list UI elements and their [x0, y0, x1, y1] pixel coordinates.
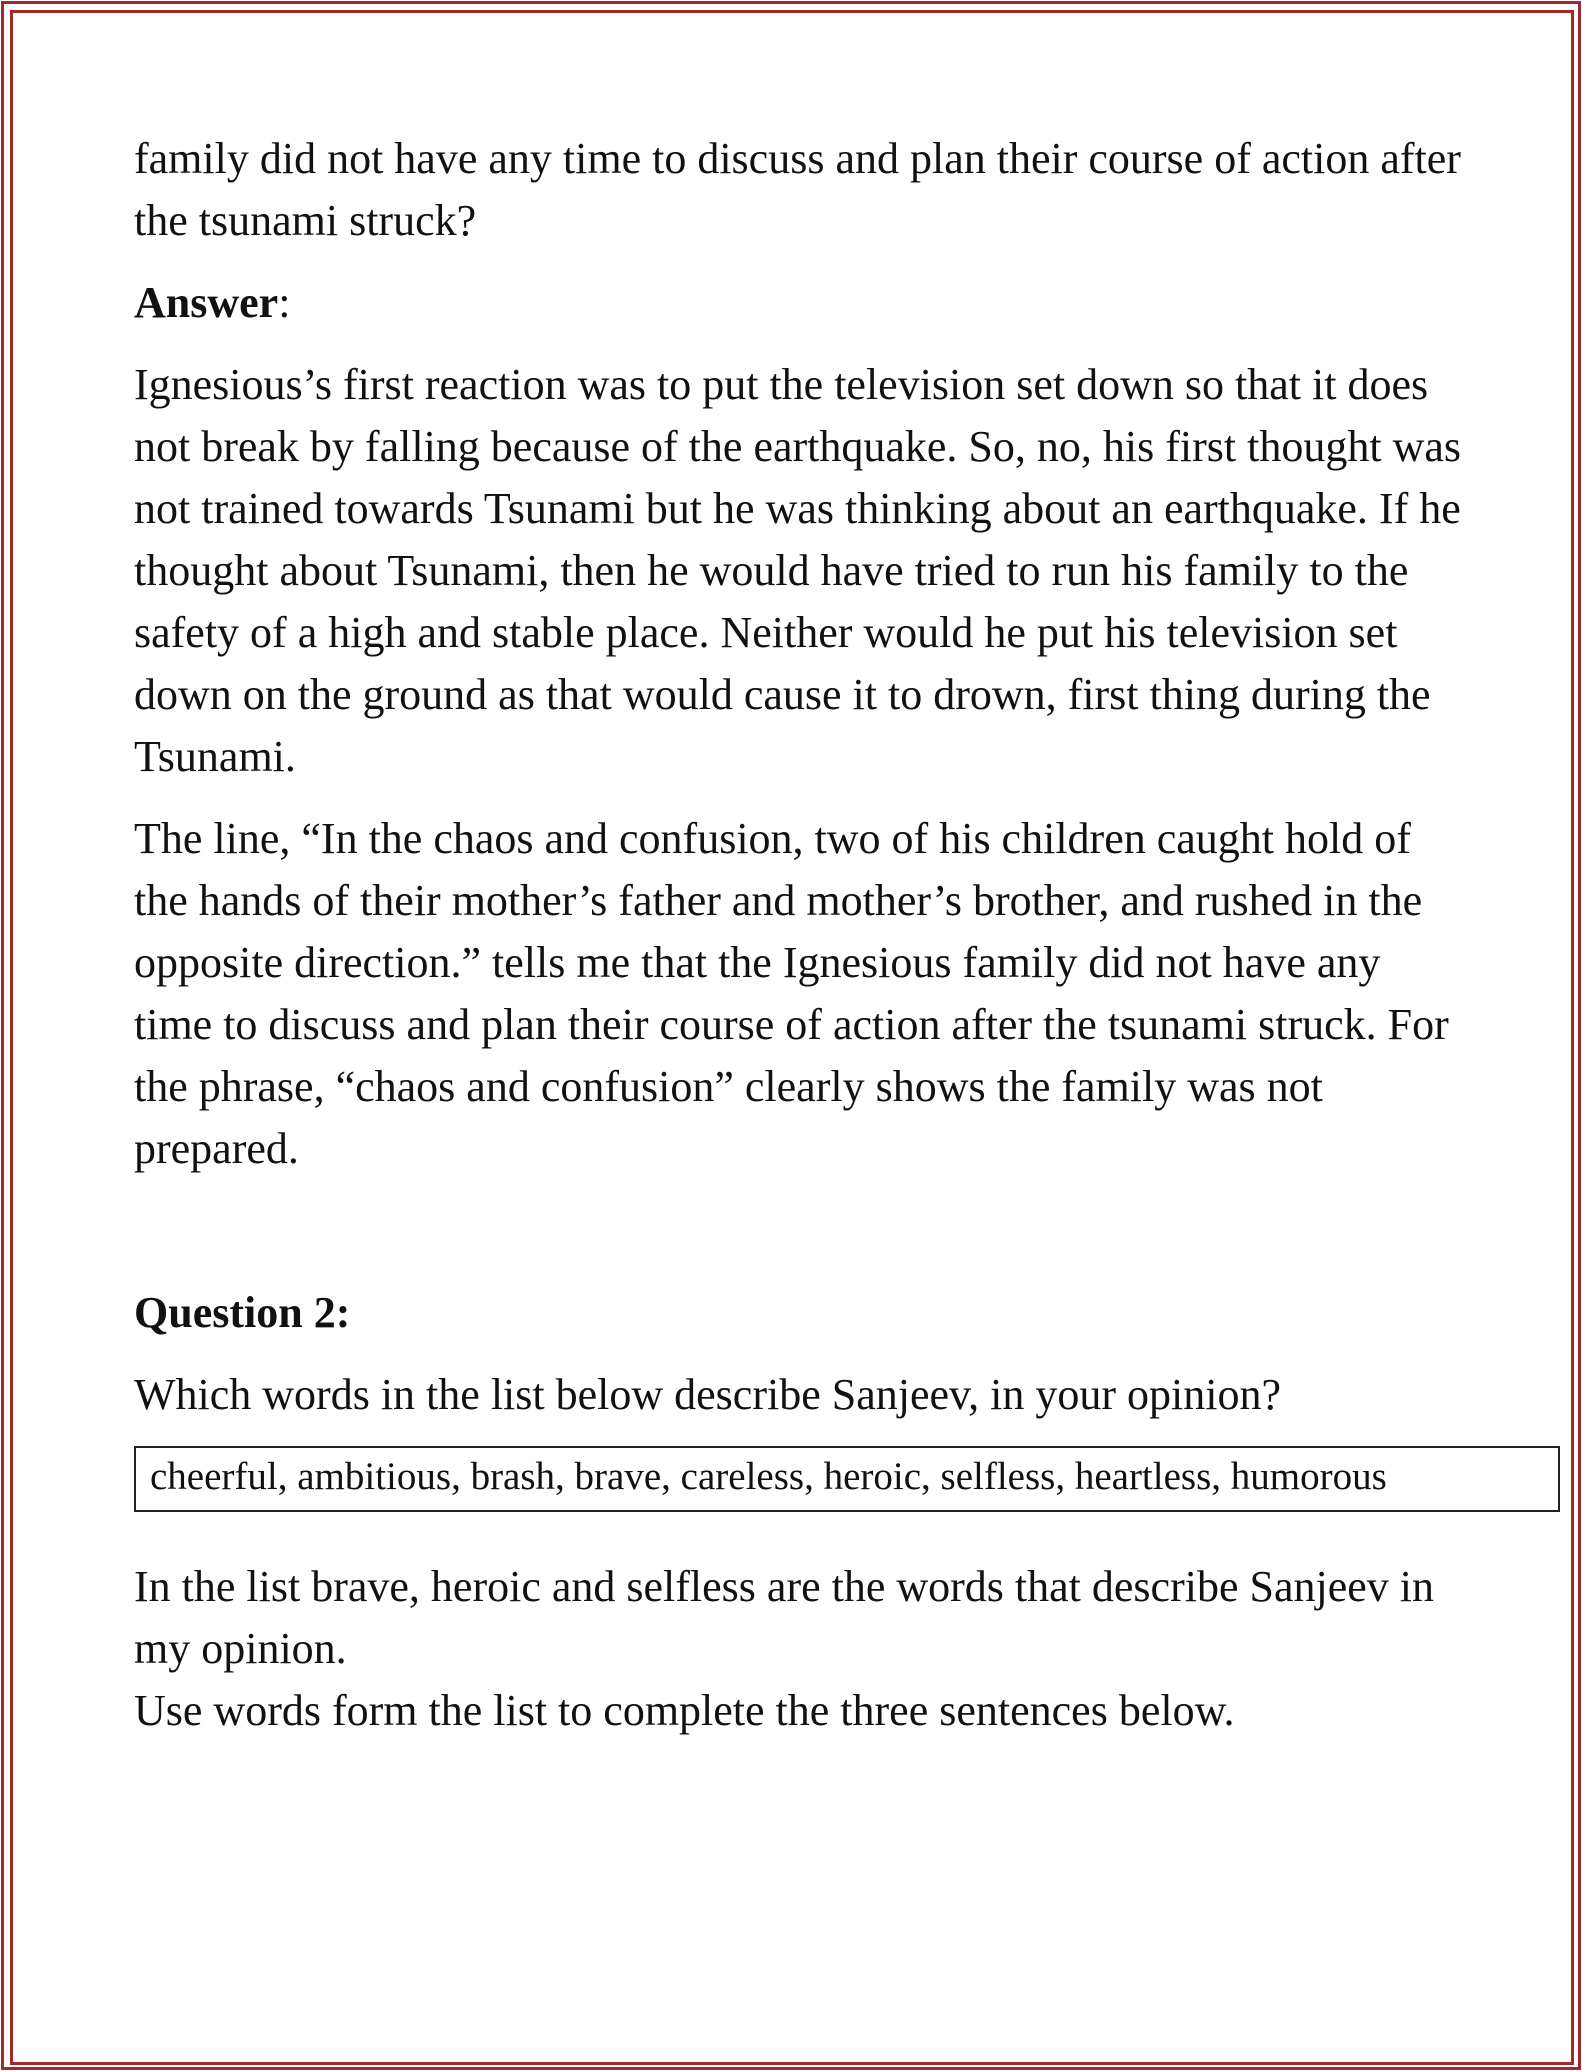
section-gap — [134, 1200, 1464, 1282]
question2-heading: Question 2: — [134, 1288, 351, 1337]
answer-paragraph-1: Ignesious’s first reaction was to put the television set down so that it does not break by falling because of the earthquake. So, no, his first thought was not trained towards Tsunami but he was thinking about an earthquake. If he thought about Tsunami, then he would have tried to run his family to the safety of a high and stable place. Neither would he put his television set down on the ground as that would cause it to drown, first thing during the Tsunami. — [134, 360, 1462, 781]
answer-label-colon: : — [278, 278, 291, 327]
document-content — [134, 128, 1464, 1742]
question1-tail: family did not have any time to discuss and plan their course of action after the tsunami struck? — [134, 134, 1461, 245]
answer2-line-2: Use words form the list to complete the three sentences below. — [134, 1686, 1235, 1735]
answer-label-text: Answer — [134, 278, 279, 327]
answer-label — [134, 272, 1464, 334]
answer-paragraph-2: The line, “In the chaos and confusion, two of his children caught hold of the hands of their mother’s father and mother’s brother, and rushed in the opposite direction.” tells me that the Ignesious family did not have any time to discuss and plan their course of action after the tsunami struck. For the phrase, “chaos and confusion” clearly shows the family was not prepared. — [134, 814, 1449, 1173]
word-list-box: cheerful, ambitious, brash, brave, careless, heroic, selfless, heartless, humorous — [134, 1446, 1560, 1512]
question2-text: Which words in the list below describe Sanjeev, in your opinion? — [134, 1370, 1282, 1419]
answer2-line-1: In the list brave, heroic and selfless are the words that describe Sanjeev in my opinion. — [134, 1562, 1434, 1673]
